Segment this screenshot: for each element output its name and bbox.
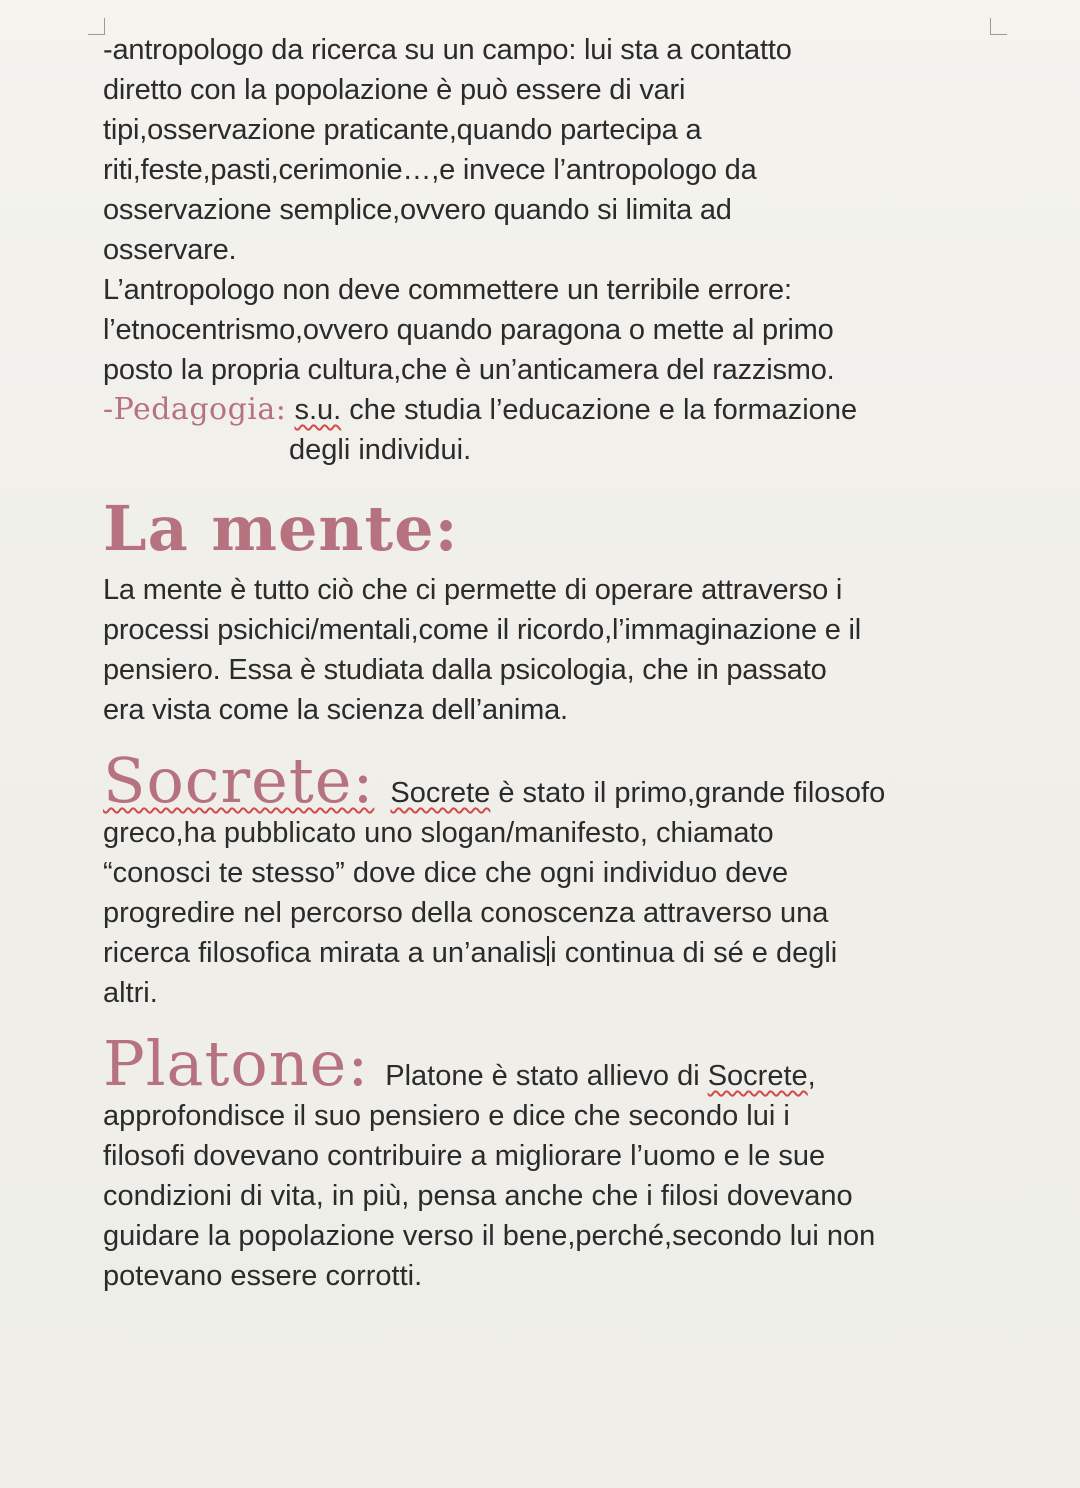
text-line: guidare la popolazione verso il bene,perché,secondo lui non bbox=[103, 1220, 876, 1252]
document-body[interactable] bbox=[103, 30, 983, 1296]
pedagogia-label: -Pedagogia: bbox=[103, 392, 287, 427]
text-line: osservazione semplice,ovvero quando si limita ad bbox=[103, 194, 732, 226]
text-line: osservare. bbox=[103, 234, 237, 266]
socrete-word: Socrete bbox=[390, 777, 491, 809]
socrete-first-line-text: è stato il primo,grande filosofo bbox=[490, 777, 886, 809]
text-line: era vista come la scienza dell’anima. bbox=[103, 694, 568, 726]
text-line: greco,ha pubblicato uno slogan/manifesto, chiamato bbox=[103, 817, 774, 849]
text-line-with-cursor bbox=[103, 933, 983, 973]
text-line: condizioni di vita, in più, pensa anche che i filosi dovevano bbox=[103, 1180, 853, 1212]
mente-paragraph bbox=[103, 570, 983, 730]
socrete-section bbox=[103, 744, 983, 1013]
socrete-word: Socrete bbox=[707, 1060, 808, 1092]
text-line: altri. bbox=[103, 977, 158, 1009]
platone-first-line-end: , bbox=[807, 1060, 816, 1092]
platone-first-line bbox=[103, 1027, 983, 1100]
socrete-first-line bbox=[103, 744, 983, 817]
text-cursor bbox=[547, 936, 549, 966]
text-line: approfondisce il suo pensiero e dice che secondo lui i bbox=[103, 1100, 790, 1132]
intro-paragraph bbox=[103, 30, 983, 270]
text-line: progredire nel percorso della conoscenza attraverso una bbox=[103, 897, 829, 929]
text-line: L’antropologo non deve commettere un terribile errore: bbox=[103, 274, 792, 306]
pedagogia-text-line2: degli individui. bbox=[289, 434, 472, 466]
text-line: -antropologo da ricerca su un campo: lui sta a contatto bbox=[103, 34, 792, 66]
text-line: posto la propria cultura,che è un’anticamera del razzismo. bbox=[103, 354, 835, 386]
pedagogia-text-line1: che studia l’educazione e la formazione bbox=[341, 394, 858, 426]
etnocentrismo-paragraph bbox=[103, 270, 983, 390]
text-line: “conosci te stesso” dove dice che ogni individuo deve bbox=[103, 857, 789, 889]
abbreviation-su: s.u. bbox=[294, 394, 342, 426]
socrete-heading: Socrete: bbox=[103, 744, 375, 817]
text-after-cursor: i continua di sé e degli bbox=[550, 937, 838, 969]
text-line: processi psichici/mentali,come il ricordo,l’immaginazione e il bbox=[103, 614, 861, 646]
top-right-margin-mark bbox=[990, 18, 1007, 35]
pedagogia-definition bbox=[103, 390, 983, 470]
text-line: pensiero. Essa è studiata dalla psicologia, che in passato bbox=[103, 654, 827, 686]
text-before-cursor: ricerca filosofica mirata a un’analis bbox=[103, 937, 547, 969]
text-line: La mente è tutto ciò che ci permette di operare attraverso i bbox=[103, 574, 843, 606]
text-line: riti,feste,pasti,cerimonie…,e invece l’antropologo da bbox=[103, 154, 757, 186]
mente-heading: La mente: bbox=[103, 492, 459, 565]
text-line: filosofi dovevano contribuire a migliorare l’uomo e le sue bbox=[103, 1140, 826, 1172]
platone-section bbox=[103, 1027, 983, 1296]
platone-heading: Platone: bbox=[103, 1027, 370, 1100]
text-line: tipi,osservazione praticante,quando partecipa a bbox=[103, 114, 702, 146]
text-line: potevano essere corrotti. bbox=[103, 1260, 423, 1292]
text-line: diretto con la popolazione è può essere di vari bbox=[103, 74, 686, 106]
platone-first-line-text: Platone è stato allievo di bbox=[385, 1060, 708, 1092]
text-line: l’etnocentrismo,ovvero quando paragona o mette al primo bbox=[103, 314, 834, 346]
